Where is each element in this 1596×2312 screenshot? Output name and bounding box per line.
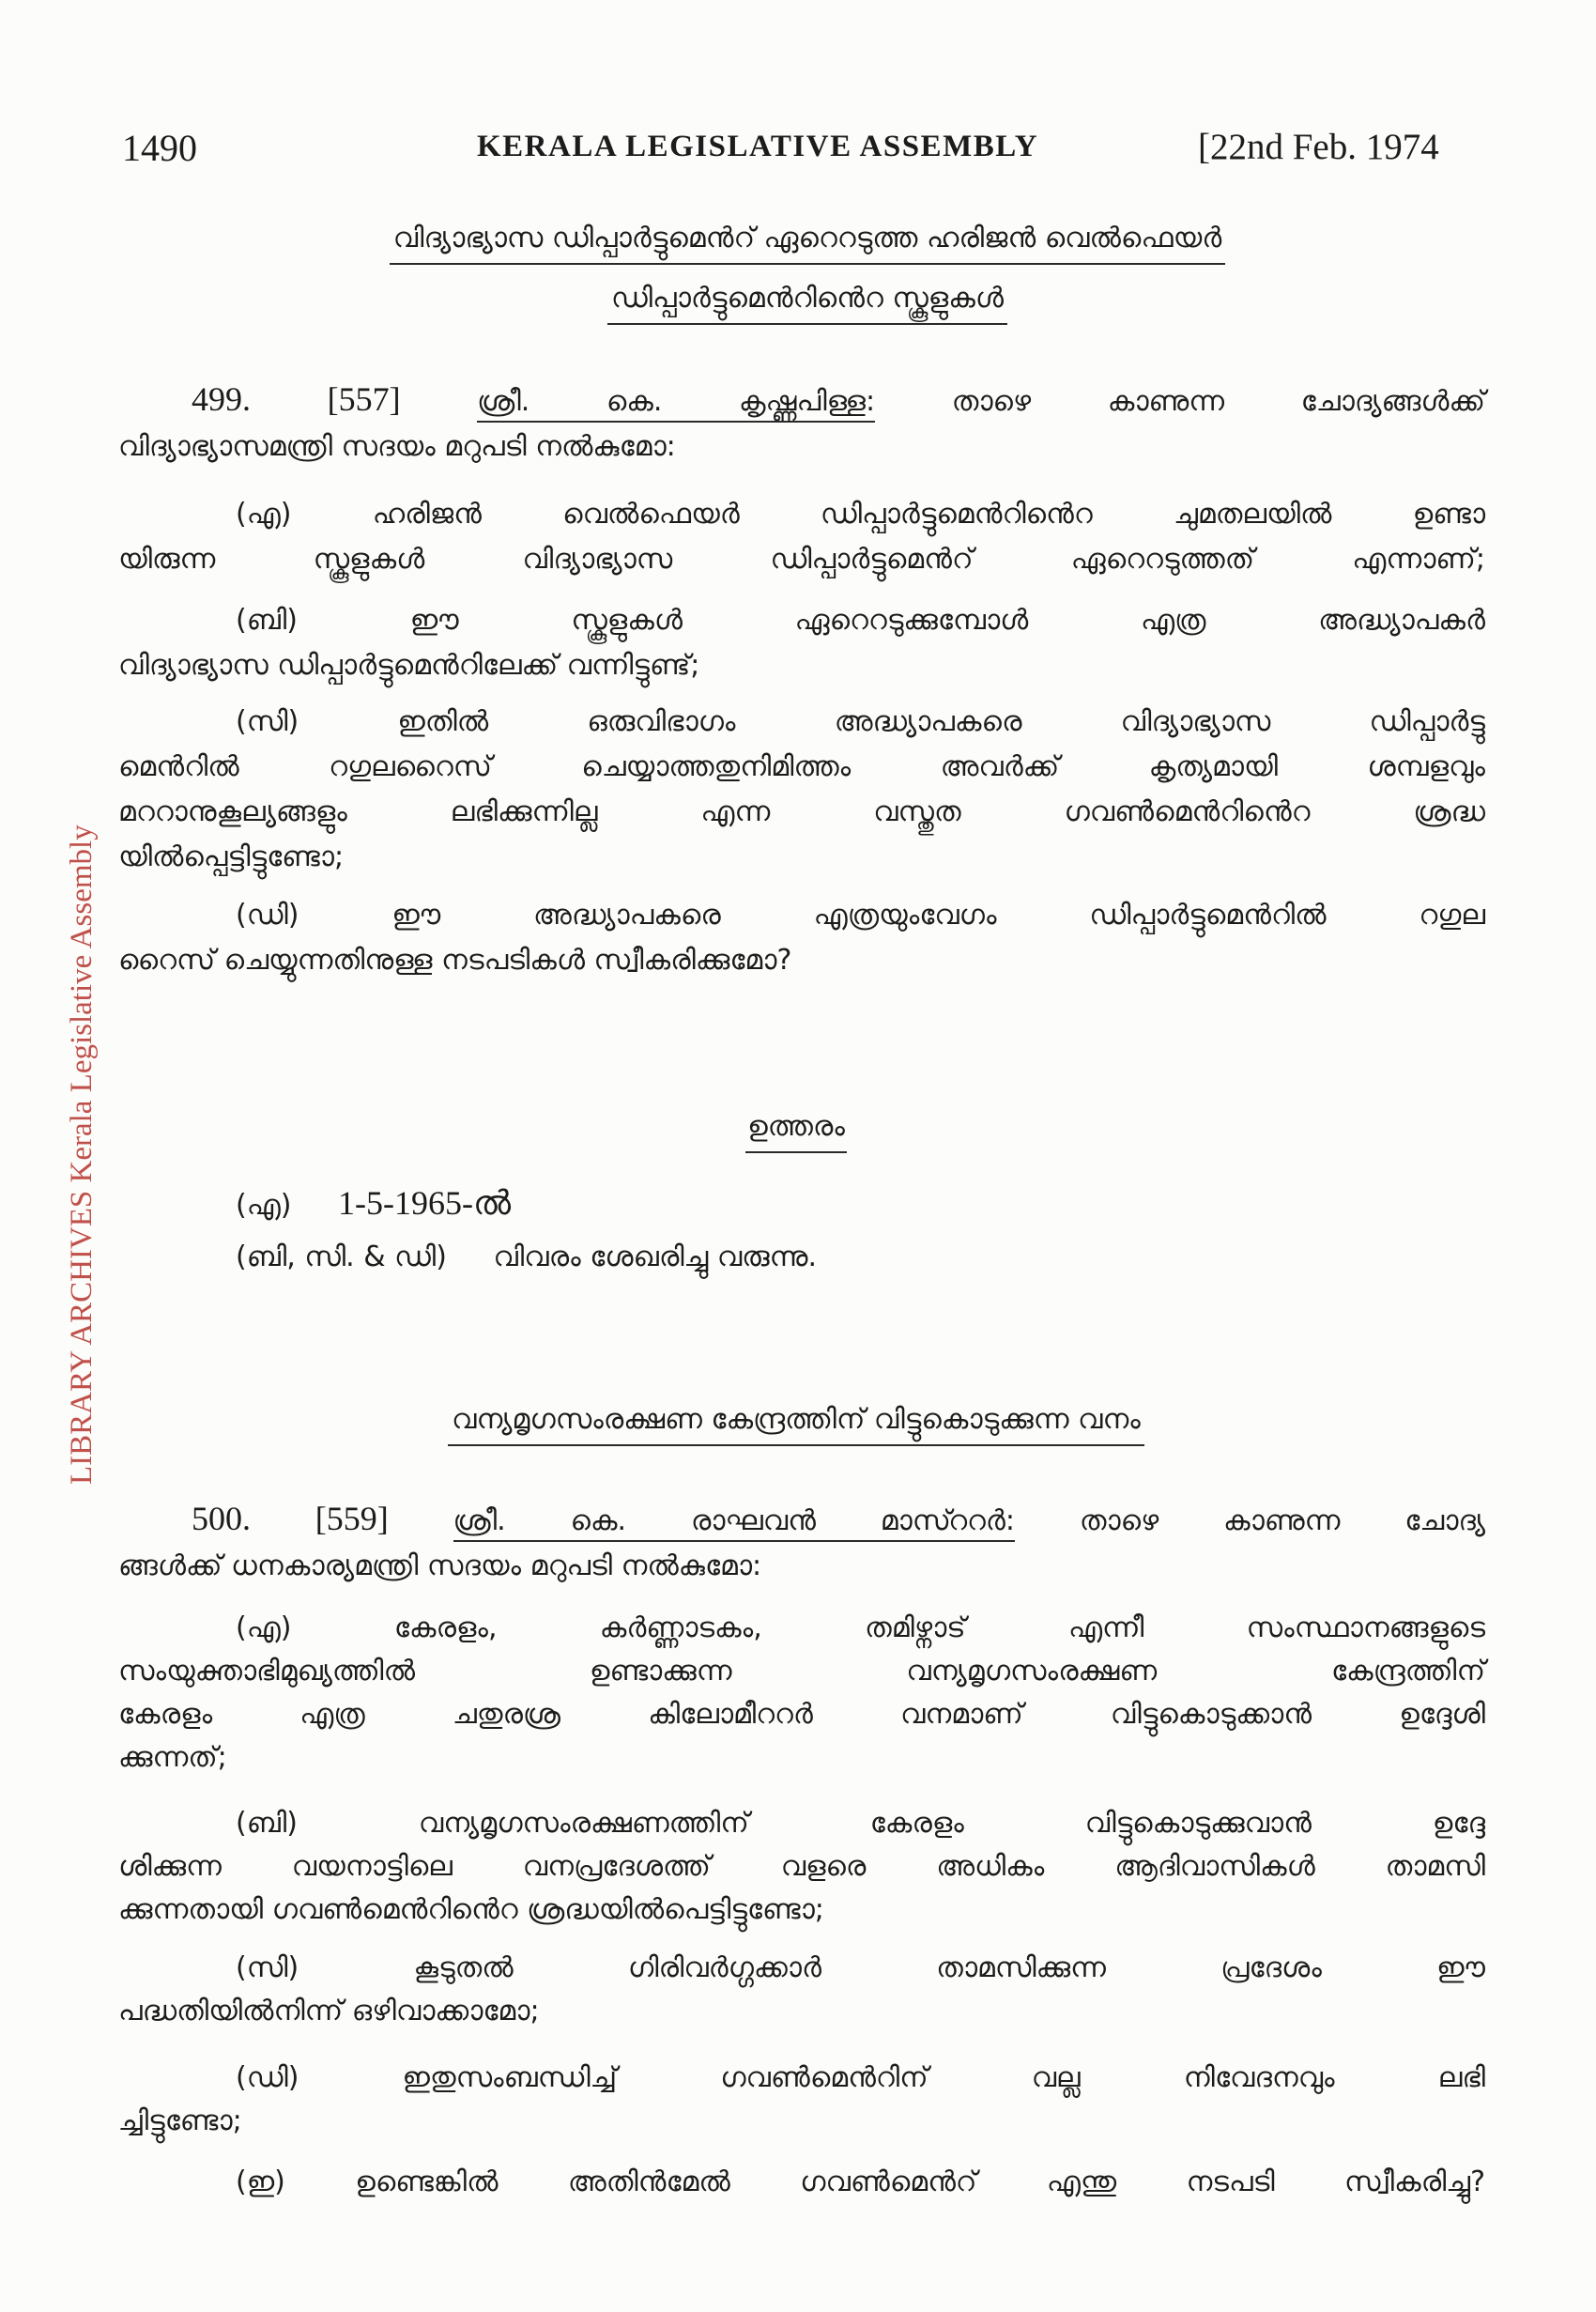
q500-part-c-label: (സി) xyxy=(236,1951,299,1984)
q499-intro xyxy=(118,377,1485,470)
q499-part-d-text-1: ഈ അദ്ധ്യാപകരെ എത്രയുംവേഗം ഡിപ്പാർട്ടുമെൻറിൽ റഗുല xyxy=(391,899,1485,932)
q499-part-c-text-1: ഇതിൽ ഒരുവിഭാഗം അദ്ധ്യാപകരെ വിദ്യാഭ്യാസ ഡിപ്പാർട്ടു xyxy=(397,705,1485,738)
q499-heading-line-2 xyxy=(19,276,1596,325)
q500-part-c-text-1: കൂടുതൽ ഗിരിവർഗ്ഗക്കാർ താമസിക്കുന്ന പ്രദേശം ഈ xyxy=(413,1951,1485,1984)
q499-part-c-line-2: മെൻറിൽ റഗുലറൈസ് ചെയ്യാത്തതുനിമിത്തം അവർക്ക് കൃത്യമായി ശമ്പളവും xyxy=(118,750,1485,783)
q500-part-d xyxy=(118,2057,1485,2143)
q500-member-name: ശ്രീ. കെ. രാഘവൻ മാസ്ററർ: xyxy=(453,1504,1015,1542)
q499-part-d xyxy=(118,893,1485,983)
q500-part-b-line-1 xyxy=(118,1802,1485,1845)
q500-heading xyxy=(0,1397,1592,1446)
session-date: [22nd Feb. 1974 xyxy=(1198,127,1439,167)
q500-part-a-line-4: ക്കുന്നത്; xyxy=(118,1741,227,1774)
q500-intro xyxy=(118,1496,1485,1589)
q499-part-a-label: (എ) xyxy=(236,498,292,531)
q500-part-e xyxy=(118,2161,1485,2204)
q499-part-a xyxy=(118,492,1485,582)
answer-item-a-text: 1-5-1965-ൽ xyxy=(338,1184,512,1222)
q500-part-b xyxy=(118,1802,1485,1932)
q499-number: 499. xyxy=(192,380,251,418)
q500-part-a-line-3: കേരളം എത്ര ചതുരശ്ര കിലോമീററർ വനമാണ് വിട്ടുകൊടുക്കാൻ ഉദ്ദേശി xyxy=(118,1698,1485,1731)
q500-part-a xyxy=(118,1607,1485,1780)
answer-item-bcd-text: വിവരം ശേഖരിച്ചു വരുന്നു. xyxy=(493,1241,818,1273)
answer-item-a xyxy=(236,1180,511,1228)
q500-part-d-text-1: ഇതുസംബന്ധിച്ച് ഗവൺമെൻറിന് വല്ല നിവേദനവും ലഭി xyxy=(402,2061,1485,2094)
q500-part-b-line-2: ശിക്കുന്ന വയനാട്ടിലെ വനപ്രദേശത്ത് വളരെ അധികം ആദിവാസികൾ താമസി xyxy=(118,1850,1485,1883)
q499-part-c xyxy=(118,700,1485,880)
q500-heading-text: വന്യമൃഗസംരക്ഷണ കേന്ദ്രത്തിന് വിട്ടുകൊടുക്കുന്ന വനം xyxy=(448,1401,1144,1446)
answer-item-a-label: (എ) xyxy=(236,1189,292,1222)
q499-part-b-text-1: ഈ സ്കൂളുകൾ ഏറെറടുക്കുമ്പോൾ എത്ര അദ്ധ്യാപകർ xyxy=(409,604,1485,637)
q500-intro-text: താഴെ കാണുന്ന ചോദ്യ xyxy=(1079,1504,1485,1537)
q499-intro-line-2: വിദ്യാഭ്യാസമന്ത്രി സദയം മറുപടി നൽകുമോ: xyxy=(118,430,676,463)
q500-part-e-text-1: ഉണ്ടെങ്കിൽ അതിൻമേൽ ഗവൺമെൻറ് എന്തു നടപടി സ്വീകരിച്ചു? xyxy=(355,2166,1485,2198)
q499-part-c-label: (സി) xyxy=(236,705,299,738)
q499-part-a-line-2: യിരുന്ന സ്കൂളുകൾ വിദ്യാഭ്യാസ ഡിപ്പാർട്ടുമെൻറ് ഏറെറടുത്തത് എന്നാണ്; xyxy=(118,543,1485,576)
q499-intro-text: താഴെ കാണുന്ന ചോദ്യങ്ങൾക്ക് xyxy=(951,385,1485,418)
answer-heading-text: ഉത്തരം xyxy=(745,1108,847,1153)
q499-heading-text-2: ഡിപ്പാർട്ടുമെൻറിൻെറ സ്കൂളുകൾ xyxy=(607,280,1007,325)
answer-heading xyxy=(0,1108,1592,1153)
q500-part-b-text-1: വന്യമൃഗസംരക്ഷണത്തിന് കേരളം വിട്ടുകൊടുക്കുവാൻ ഉദ്ദേ xyxy=(418,1807,1485,1840)
q500-part-a-line-1 xyxy=(118,1607,1485,1650)
q500-number: 500. xyxy=(192,1500,251,1537)
q500-part-c xyxy=(118,1947,1485,2033)
q499-member-name: ശ്രീ. കെ. കൃഷ്ണപിള്ള: xyxy=(477,385,875,423)
q500-part-e-line-1 xyxy=(118,2161,1485,2204)
q500-part-d-label: (ഡി) xyxy=(236,2061,299,2094)
q499-part-b-line-2: വിദ്യാഭ്യാസ ഡിപ്പാർട്ടുമെൻറിലേക്ക് വന്നിട്ടുണ്ട്; xyxy=(118,649,700,682)
q500-part-e-label: (ഇ) xyxy=(236,2166,285,2198)
q500-intro-line-1 xyxy=(118,1496,1485,1544)
page-number: 1490 xyxy=(122,127,197,169)
q500-intro-line-2: ങ്ങൾക്ക് ധനകാര്യമന്ത്രി സദയം മറുപടി നൽകുമോ: xyxy=(118,1549,762,1582)
q499-part-d-label: (ഡി) xyxy=(236,899,299,932)
q500-part-a-text-1: കേരളം, കർണ്ണാടകം, തമിഴ്നാട് എന്നീ സംസ്ഥാനങ്ങളുടെ xyxy=(393,1611,1485,1644)
running-title: KERALA LEGISLATIVE ASSEMBLY xyxy=(477,130,1039,163)
q500-code: [559] xyxy=(315,1500,389,1537)
q500-part-c-line-2: പദ്ധതിയിൽനിന്ന് ഒഴിവാക്കാമോ; xyxy=(118,1995,540,2027)
q499-part-d-line-2: റൈസ് ചെയ്യുന്നതിനുള്ള നടപടികൾ സ്വീകരിക്കുമോ? xyxy=(118,944,792,977)
q499-part-b-label: (ബി) xyxy=(236,604,299,637)
q499-part-b-line-1 xyxy=(118,598,1485,643)
q499-part-c-line-3: മററാനുകൂല്യങ്ങളും ലഭിക്കുന്നില്ല എന്ന വസ്തുത ഗവൺമെൻറിൻെറ ശ്രദ്ധ xyxy=(118,795,1485,828)
q499-part-a-line-1 xyxy=(118,492,1485,537)
q500-part-d-line-1 xyxy=(118,2057,1485,2100)
q499-heading-text-1: വിദ്യാഭ്യാസ ഡിപ്പാർട്ടുമെൻറ് ഏറെറടുത്ത ഹരിജൻ വെൽഫെയർ xyxy=(390,220,1226,265)
q500-part-b-line-3: ക്കുന്നതായി ഗവൺമെൻറിൻെറ ശ്രദ്ധയിൽപെട്ടിട്ടുണ്ടോ; xyxy=(118,1893,824,1926)
q499-part-c-line-1 xyxy=(118,700,1485,745)
answer-item-bcd xyxy=(236,1235,817,1280)
answer-item-bcd-label: (ബി, സി. & ഡി) xyxy=(236,1241,447,1273)
q499-heading-line-1 xyxy=(19,216,1596,265)
q500-part-a-label: (എ) xyxy=(236,1611,292,1644)
q499-code: [557] xyxy=(327,380,401,418)
q499-part-d-line-1 xyxy=(118,893,1485,938)
q499-intro-line-1 xyxy=(118,377,1485,424)
library-archives-watermark: LIBRARY ARCHIVES Kerala Legislative Assembly xyxy=(65,825,99,1486)
q499-part-a-text-1: ഹരിജൻ വെൽഫെയർ ഡിപ്പാർട്ടുമെൻറിൻെറ ചുമതലയിൽ ഉണ്ടാ xyxy=(372,498,1485,531)
q499-part-c-line-4: യിൽപ്പെട്ടിട്ടുണ്ടോ; xyxy=(118,840,345,873)
q500-part-c-line-1 xyxy=(118,1947,1485,1990)
q500-part-a-line-2: സംയുക്താഭിമുഖ്യത്തിൽ ഉണ്ടാക്കുന്ന വന്യമൃഗസംരക്ഷണ കേന്ദ്രത്തിന് xyxy=(118,1655,1485,1688)
q499-part-b xyxy=(118,598,1485,688)
q500-part-d-line-2: ച്ചിട്ടുണ്ടോ; xyxy=(118,2104,242,2137)
q500-part-b-label: (ബി) xyxy=(236,1807,299,1840)
